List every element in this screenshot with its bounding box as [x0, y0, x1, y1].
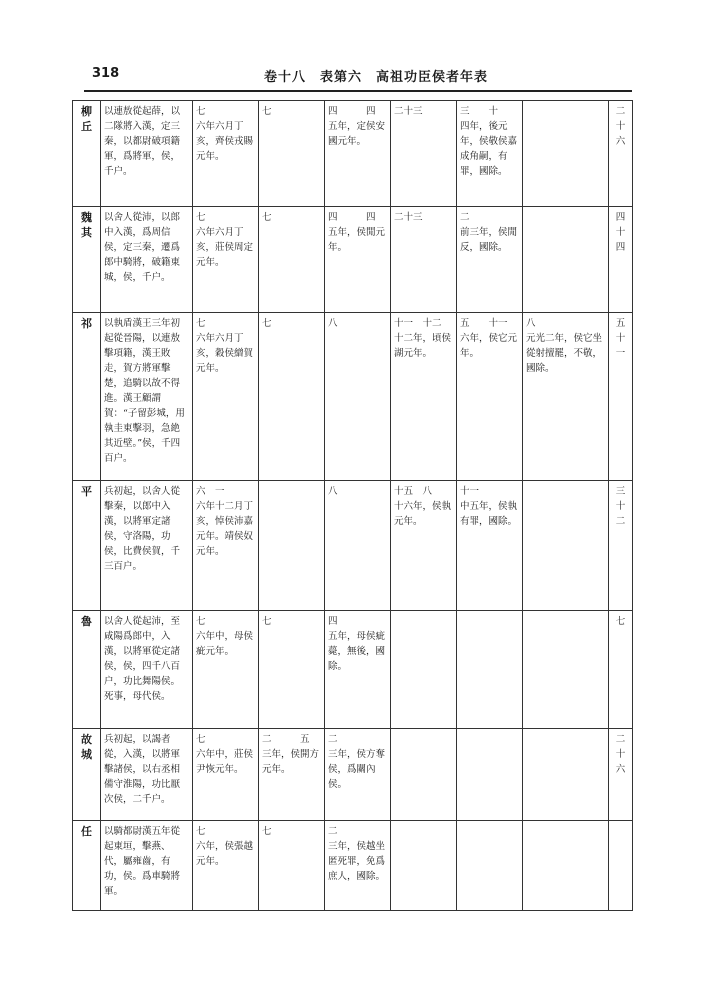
merit-description: 兵初起，以謁者從，入漢，以將軍擊諸侯，以右丞相備守淮陽，功比厭次侯，二千户。	[101, 729, 193, 821]
merit-description: 以舍人從起沛，至咸陽爲郎中，入漢，以將軍從定諸侯，侯，四千八百户，功比舞陽侯。死事，母代侯。	[101, 611, 193, 729]
merit-description: 兵初起，以舍人從擊秦，以郎中入漢，以將軍定諸侯，守洛陽，功侯，比費侯賀，千三百户。	[101, 481, 193, 611]
reign-jingdi-cell	[457, 821, 523, 911]
marquisate-name: 故城	[73, 729, 101, 821]
reign-wendi-cell: 十一 十二 十二年，頃侯湖元年。	[391, 313, 457, 481]
reign-wendi-cell	[391, 611, 457, 729]
reign-jingdi-cell: 二 前三年，侯閒反，國除。	[457, 207, 523, 313]
reign-gaozu-cell: 七 六年六月丁亥，莊侯周定元年。	[193, 207, 259, 313]
table-row	[73, 729, 633, 821]
reign-wendi-cell: 二十三	[391, 101, 457, 207]
marquis-ledger-table	[72, 100, 633, 911]
table-row	[73, 207, 633, 313]
reign-wudi-cell	[523, 207, 609, 313]
rank-cell	[609, 821, 633, 911]
reign-gaozu-cell: 七 六年，侯張越元年。	[193, 821, 259, 911]
reign-empress-lu-cell: 四 五年，母侯疵薨，無後，國除。	[325, 611, 391, 729]
merit-description: 以騎都尉漢五年從起東垣，擊燕、代，屬雍齒，有功，侯。爲車騎將軍。	[101, 821, 193, 911]
merit-description: 以連敖從起薛，以二隊將入漢，定三秦，以都尉破項籍軍，爲將軍，侯，千户。	[101, 101, 193, 207]
reign-wudi-cell	[523, 481, 609, 611]
reign-jingdi-cell: 三 十 四年，後元年，侯敬侯嘉成角嗣，有罪，國除。	[457, 101, 523, 207]
reign-wendi-cell: 十五 八 十六年，侯執元年。	[391, 481, 457, 611]
running-title: 卷十八 表第六 高祖功臣侯者年表	[264, 70, 489, 85]
rank-cell: 五十一	[609, 313, 633, 481]
reign-huidi-cell: 七	[259, 101, 325, 207]
rank-cell: 二十六	[609, 729, 633, 821]
reign-huidi-cell: 二 五 三年，侯開方元年。	[259, 729, 325, 821]
reign-gaozu-cell: 七 六年六月丁亥，穀侯繒賀元年。	[193, 313, 259, 481]
reign-wendi-cell	[391, 729, 457, 821]
reign-empress-lu-cell: 二 三年，侯越坐匿死罪，免爲庶人，國除。	[325, 821, 391, 911]
page-number: 318	[92, 66, 120, 81]
reign-empress-lu-cell: 八	[325, 481, 391, 611]
merit-description: 以舍人從沛，以郎中入漢，爲周信侯，定三秦，遷爲郎中騎將，破籍東城，侯，千户。	[101, 207, 193, 313]
reign-gaozu-cell: 七 六年六月丁亥，齊侯戎賜元年。	[193, 101, 259, 207]
table-row	[73, 101, 633, 207]
reign-huidi-cell: 七	[259, 611, 325, 729]
reign-wudi-cell	[523, 821, 609, 911]
reign-wudi-cell: 八 元光二年，侯它坐從射擅罷，不敬，國除。	[523, 313, 609, 481]
header-rule	[84, 90, 632, 92]
reign-wudi-cell	[523, 101, 609, 207]
reign-empress-lu-cell: 二 三年，侯方奪侯，爲關內侯。	[325, 729, 391, 821]
reign-gaozu-cell: 七 六年中，母侯疵元年。	[193, 611, 259, 729]
reign-wudi-cell	[523, 611, 609, 729]
marquisate-name: 魏其	[73, 207, 101, 313]
reign-wendi-cell	[391, 821, 457, 911]
rank-cell: 二十六	[609, 101, 633, 207]
reign-empress-lu-cell: 四 四 五年，定侯安國元年。	[325, 101, 391, 207]
table-row	[73, 821, 633, 911]
reign-gaozu-cell: 六 一 六年十二月丁亥，悼侯沛嘉元年。靖侯奴元年。	[193, 481, 259, 611]
rank-cell: 四十四	[609, 207, 633, 313]
reign-wudi-cell	[523, 729, 609, 821]
reign-jingdi-cell: 五 十一 六年，侯它元年。	[457, 313, 523, 481]
reign-huidi-cell: 七	[259, 313, 325, 481]
reign-huidi-cell: 七	[259, 821, 325, 911]
reign-jingdi-cell	[457, 729, 523, 821]
reign-empress-lu-cell: 八	[325, 313, 391, 481]
reign-empress-lu-cell: 四 四 五年，侯閒元年。	[325, 207, 391, 313]
table-row	[73, 313, 633, 481]
marquisate-name: 平	[73, 481, 101, 611]
reign-huidi-cell: 七	[259, 207, 325, 313]
table-row	[73, 481, 633, 611]
reign-wendi-cell: 二十三	[391, 207, 457, 313]
marquisate-name: 任	[73, 821, 101, 911]
rank-cell: 三十二	[609, 481, 633, 611]
merit-description: 以執盾漢王三年初起從晉陽，以連敖擊項籍，漢王敗走，賀方將軍擊楚，追騎以故不得進。漢王顧謂賀：“子留彭城，用執圭東擊羽，急絶其近壁。”侯，千四百户。	[101, 313, 193, 481]
rank-cell: 七	[609, 611, 633, 729]
reign-jingdi-cell: 十一 中五年，侯執有罪，國除。	[457, 481, 523, 611]
reign-gaozu-cell: 七 六年中，莊侯尹恢元年。	[193, 729, 259, 821]
marquisate-name: 柳丘	[73, 101, 101, 207]
marquisate-name: 魯	[73, 611, 101, 729]
running-header	[84, 66, 632, 86]
marquisate-name: 祁	[73, 313, 101, 481]
reign-huidi-cell	[259, 481, 325, 611]
table-row	[73, 611, 633, 729]
reign-jingdi-cell	[457, 611, 523, 729]
